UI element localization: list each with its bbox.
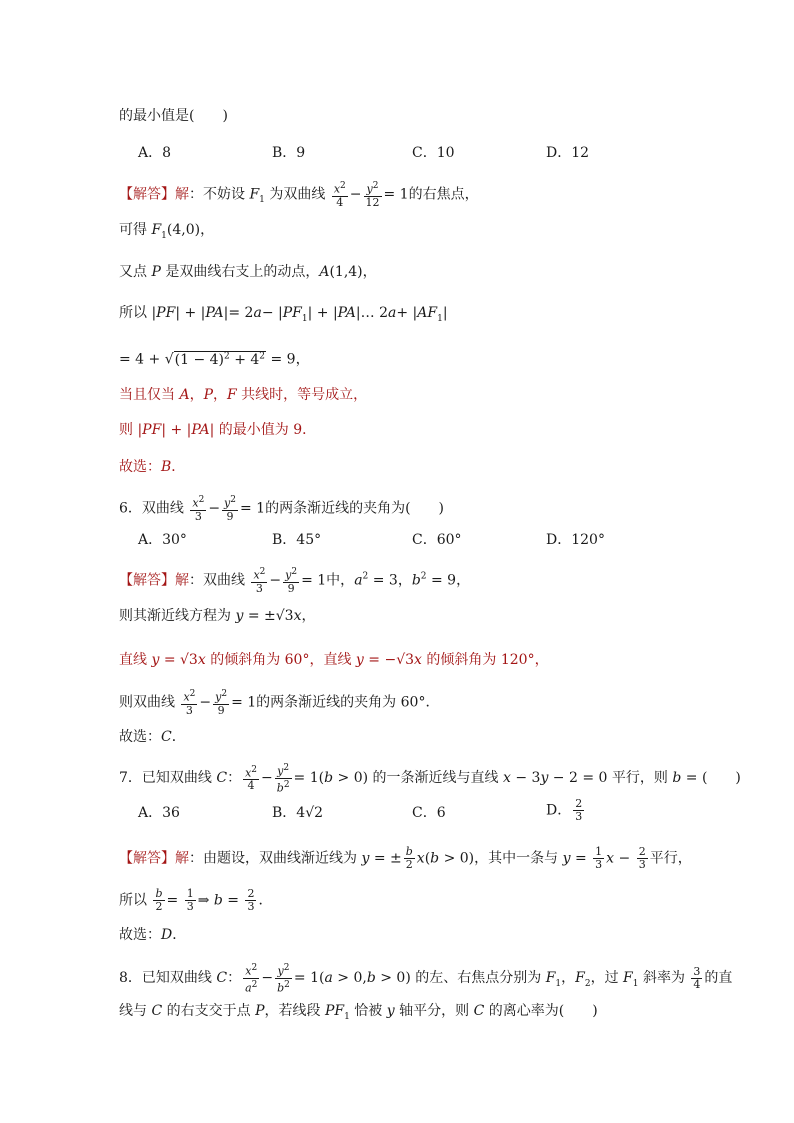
q6-option-a: A．30°: [138, 532, 187, 548]
solution-tag: 【解答】: [119, 850, 175, 867]
q6-solution-line-4: 则双曲线 $\frac{x^2}{3}$ − $\frac{y^2}{9}$ = 1的两条渐近线的夹角为 60°．: [119, 689, 440, 717]
solution-tag: 【解答】: [119, 186, 175, 203]
q5-solution-line-5: = $4 + √(1 - 4)^2 + 4^2 = 9$，: [119, 351, 310, 368]
q7-option-a: A．36: [138, 805, 180, 821]
q6-solution-line-3: 直线 y = √3x 的倾斜角为 60°，直线 y = −√3x 的倾斜角为 120°，: [119, 652, 549, 668]
q6-option-b: B．45°: [272, 532, 322, 548]
q7-solution-line-2: 所以 $\frac{b}{2}$ = $\frac{1}{3}$ ⇒ b = $\frac{2}{3}$ ．: [119, 887, 273, 913]
q5-option-d: D．12: [546, 145, 590, 161]
q5-solution-line-7: 则 |PF| + |PA| 的最小值为 9．: [119, 422, 317, 438]
q8-stem-line-2: 线与 C 的右支交于点 P，若线段 $PF_1$ 恰被 y 轴平分，则 C 的离心率为( ): [119, 1003, 598, 1022]
q5-option-c: C．10: [412, 145, 455, 161]
q7-option-c: C．6: [412, 805, 446, 821]
q5-solution-line-3: 又点 P 是双曲线右支上的动点，A(1,4)，: [119, 264, 377, 280]
q6-option-c: C．60°: [412, 532, 462, 548]
q7-answer: 故选：D．: [119, 927, 187, 943]
q5-stem-tail: 的最小值是( ): [119, 108, 228, 124]
q5-solution-line-6: 当且仅当 A，P，F 共线时，等号成立，: [119, 387, 368, 403]
q6-stem: 6．双曲线 $\frac{x^2}{3}$ − $\frac{y^2}{9}$ = 1的两条渐近线的夹角为( ): [119, 495, 445, 523]
q8-stem-line-1: 8．已知双曲线 C： $\frac{x^2}{a^2}$ − $\frac{y^2}{b^2}$ = 1(a > 0,b > 0) 的左、右焦点分别为 $F_1$，$F_2$，过 $F_1$ 斜率为 $\frac{3}{4}$ 的直: [119, 963, 733, 995]
solution-tag: 【解答】: [119, 572, 175, 589]
q7-stem: 7．已知双曲线 C： $\frac{x^2}{4}$ − $\frac{y^2}{b^2}$ = 1(b > 0) 的一条渐近线与直线 x − 3y − 2 = 0 平行，则 b = ( ): [119, 763, 741, 795]
q5-option-a: A．8: [138, 145, 172, 161]
q7-option-d: D． $\frac{2}{3}$: [546, 797, 583, 823]
q6-option-d: D．120°: [546, 532, 605, 548]
q5-option-b: B．9: [272, 145, 306, 161]
q5-solution-line-2: 可得 $F_1(4,0)$，: [119, 222, 215, 241]
q6-solution-line-2: 则其渐近线方程为 y = ±√3x，: [119, 608, 316, 624]
q6-answer: 故选：C．: [119, 729, 186, 745]
q5-answer: 故选：B．: [119, 459, 186, 475]
q6-solution-line-1: 【解答】解：双曲线 $\frac{x^2}{3}$ − $\frac{y^2}{9}$ = 1中，$a^2 = 3$，$b^2 = 9$，: [119, 567, 471, 595]
q7-solution-line-1: 【解答】解：由题设，双曲线渐近线为 y = ± $\frac{b}{2}$ x(b > 0)，其中一条与 y = $\frac{1}{3}$ x − $\frac{2}{3}$ 平行，: [119, 845, 692, 871]
q5-solution-line-1: 【解答】解：不妨设 $F_1$ 为双曲线 $\frac{x^2}{4}$ − $\frac{y^2}{12}$ = 1的右焦点，: [119, 181, 479, 209]
q7-option-b: B．4√2: [272, 805, 324, 821]
q5-solution-line-4: 所以 $|PF| + |PA|= 2a- |PF_1|$ + |PA|… $2a+ |AF_1|$: [119, 305, 448, 324]
